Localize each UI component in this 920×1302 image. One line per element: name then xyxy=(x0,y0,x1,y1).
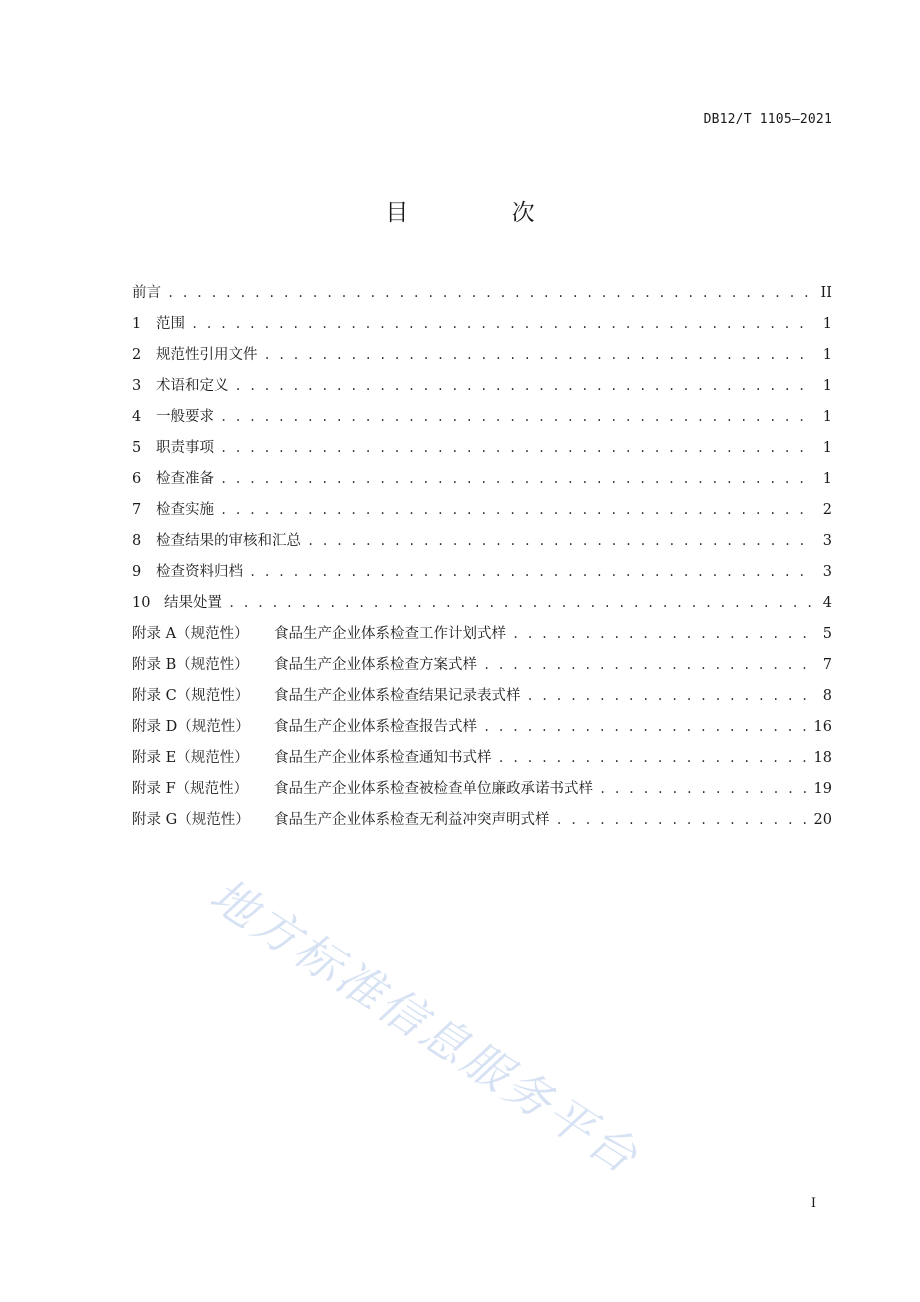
toc-appendix-prefix: 附录 E（规范性） xyxy=(132,750,249,766)
page-title: 目 次 xyxy=(385,200,583,226)
toc-entry-7[interactable] xyxy=(132,498,832,529)
toc-dot-leader xyxy=(483,720,808,734)
toc-dot-leader xyxy=(512,627,812,641)
toc-entry-page: 7 xyxy=(822,657,832,673)
toc-dot-leader xyxy=(483,658,812,672)
toc-entry-number: 2 xyxy=(132,347,142,363)
toc-dot-leader xyxy=(228,596,812,610)
toc-entry-page: 1 xyxy=(822,378,832,394)
toc-entry-number: 6 xyxy=(132,471,142,487)
document-code: DB12/T 1105—2021 xyxy=(703,112,832,127)
toc-entry-2[interactable] xyxy=(132,343,832,374)
toc-appendix-prefix: 附录 F（规范性） xyxy=(132,781,249,797)
toc-entry-6[interactable] xyxy=(132,467,832,498)
toc-dot-leader xyxy=(220,441,812,455)
toc-entry-number: 10 xyxy=(132,595,151,611)
toc-appendix-d[interactable] xyxy=(132,715,832,746)
toc-entry-page: 20 xyxy=(813,812,832,828)
watermark: 地方标准信息服务平台 xyxy=(200,867,650,1186)
toc-appendix-prefix: 附录 A（规范性） xyxy=(132,626,249,642)
toc-entry-number: 8 xyxy=(132,533,142,549)
toc-entry-label: 术语和定义 xyxy=(156,378,229,394)
toc-entry-page: 8 xyxy=(822,688,832,704)
toc-appendix-prefix: 附录 B（规范性） xyxy=(132,657,249,673)
toc-entry-page: 3 xyxy=(822,533,832,549)
page-number: I xyxy=(810,1196,816,1211)
toc-appendix-g[interactable] xyxy=(132,808,832,839)
toc-entry-label: 食品生产企业体系检查无利益冲突声明式样 xyxy=(274,812,550,828)
toc-entry-label: 一般要求 xyxy=(156,409,214,425)
toc-appendix-f[interactable] xyxy=(132,777,832,808)
toc-entry-page: 18 xyxy=(813,750,832,766)
toc-dot-leader xyxy=(220,472,812,486)
toc-entry-label: 职责事项 xyxy=(156,440,214,456)
toc-entry-number: 7 xyxy=(132,502,142,518)
toc-entry-label: 前言 xyxy=(132,285,161,301)
table-of-contents xyxy=(132,281,832,839)
toc-entry-number: 9 xyxy=(132,564,142,580)
toc-entry-page: 4 xyxy=(822,595,832,611)
toc-entry-5[interactable] xyxy=(132,436,832,467)
toc-entry-label: 食品生产企业体系检查方案式样 xyxy=(274,657,477,673)
toc-entry-label: 检查准备 xyxy=(156,471,214,487)
toc-entry-number: 5 xyxy=(132,440,142,456)
toc-entry-10[interactable] xyxy=(132,591,832,622)
toc-dot-leader xyxy=(307,534,812,548)
toc-entry-number: 4 xyxy=(132,409,142,425)
toc-dot-leader xyxy=(167,286,812,300)
toc-entry-page: 1 xyxy=(822,316,832,332)
toc-entry-4[interactable] xyxy=(132,405,832,436)
toc-entry-label: 食品生产企业体系检查被检查单位廉政承诺书式样 xyxy=(274,781,593,797)
toc-dot-leader xyxy=(235,379,813,393)
toc-entry-label: 结果处置 xyxy=(164,595,222,611)
toc-entry-page: 3 xyxy=(822,564,832,580)
toc-appendix-prefix: 附录 D（规范性） xyxy=(132,719,250,735)
toc-entry-page: 1 xyxy=(822,409,832,425)
toc-appendix-a[interactable] xyxy=(132,622,832,653)
toc-appendix-b[interactable] xyxy=(132,653,832,684)
toc-appendix-prefix: 附录 G（规范性） xyxy=(132,812,250,828)
toc-entry-9[interactable] xyxy=(132,560,832,591)
toc-entry-label: 食品生产企业体系检查通知书式样 xyxy=(274,750,492,766)
toc-entry-3[interactable] xyxy=(132,374,832,405)
toc-entry-page: II xyxy=(820,285,832,301)
toc-dot-leader xyxy=(220,503,812,517)
toc-entry-8[interactable] xyxy=(132,529,832,560)
toc-entry-page: 1 xyxy=(822,471,832,487)
toc-entry-page: 1 xyxy=(822,440,832,456)
toc-entry-label: 检查资料归档 xyxy=(156,564,243,580)
toc-entry-label: 规范性引用文件 xyxy=(156,347,258,363)
toc-dot-leader xyxy=(264,348,813,362)
toc-entry-page: 5 xyxy=(822,626,832,642)
toc-dot-leader xyxy=(249,565,812,579)
toc-entry-page: 19 xyxy=(813,781,832,797)
toc-entry-label: 食品生产企业体系检查报告式样 xyxy=(274,719,477,735)
toc-dot-leader xyxy=(556,813,808,827)
toc-entry-page: 1 xyxy=(822,347,832,363)
toc-entry-preface[interactable] xyxy=(132,281,832,312)
toc-appendix-c[interactable] xyxy=(132,684,832,715)
toc-entry-label: 范围 xyxy=(156,316,185,332)
toc-entry-number: 1 xyxy=(132,316,142,332)
toc-dot-leader xyxy=(498,751,808,765)
toc-dot-leader xyxy=(599,782,808,796)
toc-entry-label: 检查结果的审核和汇总 xyxy=(156,533,301,549)
toc-dot-leader xyxy=(527,689,813,703)
toc-entry-page: 2 xyxy=(822,502,832,518)
toc-entry-page: 16 xyxy=(813,719,832,735)
toc-entry-label: 食品生产企业体系检查工作计划式样 xyxy=(274,626,506,642)
toc-entry-number: 3 xyxy=(132,378,142,394)
toc-appendix-prefix: 附录 C（规范性） xyxy=(132,688,250,704)
toc-dot-leader xyxy=(220,410,812,424)
toc-entry-1[interactable] xyxy=(132,312,832,343)
toc-appendix-e[interactable] xyxy=(132,746,832,777)
toc-entry-label: 检查实施 xyxy=(156,502,214,518)
toc-entry-label: 食品生产企业体系检查结果记录表式样 xyxy=(274,688,521,704)
toc-dot-leader xyxy=(191,317,812,331)
